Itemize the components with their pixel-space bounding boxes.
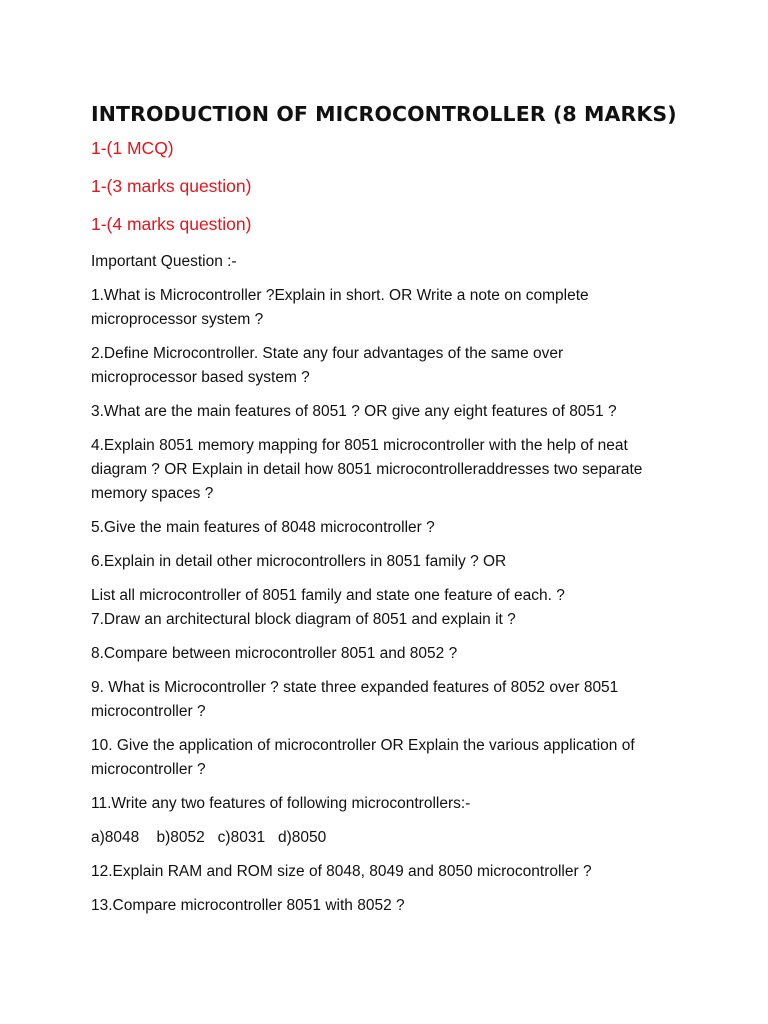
question-item: [91, 860, 691, 884]
question-item: [91, 642, 691, 666]
question-line: 11.Write any two features of following microcontrollers:-: [91, 795, 471, 812]
question-line: microprocessor based system ?: [91, 369, 310, 386]
question-item: [91, 734, 691, 782]
question-item: [91, 550, 691, 574]
question-line: 8.Compare between microcontroller 8051 and 8052 ?: [91, 645, 458, 662]
question-line: microcontroller ?: [91, 761, 206, 778]
question-line: 3.What are the main features of 8051 ? OR give any eight features of 8051 ?: [91, 403, 617, 420]
marks-item: 1-(3 marks question): [91, 176, 252, 196]
question-item: [91, 894, 691, 918]
question-line: diagram ? OR Explain in detail how 8051 microcontrolleraddresses two separate: [91, 461, 643, 478]
question-item: [91, 826, 691, 850]
document-content: [91, 96, 691, 918]
question-line: microprocessor system ?: [91, 311, 264, 328]
question-line: microcontroller ?: [91, 703, 206, 720]
question-item: [91, 434, 691, 506]
question-line: 6.Explain in detail other microcontrollers in 8051 family ? OR: [91, 553, 507, 570]
question-item: [91, 584, 691, 632]
question-line: 12.Explain RAM and ROM size of 8048, 8049 and 8050 microcontroller ?: [91, 863, 592, 880]
section-heading: Important Question :-: [91, 253, 237, 270]
question-line: 7.Draw an architectural block diagram of 8051 and explain it ?: [91, 611, 516, 628]
question-line: memory spaces ?: [91, 485, 214, 502]
question-line: 9. What is Microcontroller ? state three expanded features of 8052 over 8051: [91, 679, 619, 696]
marks-item: 1-(1 MCQ): [91, 138, 174, 158]
question-item: [91, 516, 691, 540]
question-line: 4.Explain 8051 memory mapping for 8051 microcontroller with the help of neat: [91, 437, 628, 454]
question-item: [91, 792, 691, 816]
question-line: 5.Give the main features of 8048 microcontroller ?: [91, 519, 435, 536]
question-item: [91, 400, 691, 424]
document-title: INTRODUCTION OF MICROCONTROLLER (8 MARKS): [91, 102, 677, 126]
questions-list: [91, 284, 691, 918]
question-item: [91, 284, 691, 332]
question-line: 10. Give the application of microcontroller OR Explain the various application of: [91, 737, 635, 754]
question-line: 13.Compare microcontroller 8051 with 8052 ?: [91, 897, 405, 914]
marks-list: [91, 136, 691, 250]
marks-item: 1-(4 marks question): [91, 214, 252, 234]
question-item: [91, 676, 691, 724]
question-line: a)8048 b)8052 c)8031 d)8050: [91, 829, 327, 846]
question-line: 1.What is Microcontroller ?Explain in short. OR Write a note on complete: [91, 287, 589, 304]
question-item: [91, 342, 691, 390]
question-line: List all microcontroller of 8051 family and state one feature of each. ?: [91, 587, 565, 604]
question-line: 2.Define Microcontroller. State any four advantages of the same over: [91, 345, 564, 362]
